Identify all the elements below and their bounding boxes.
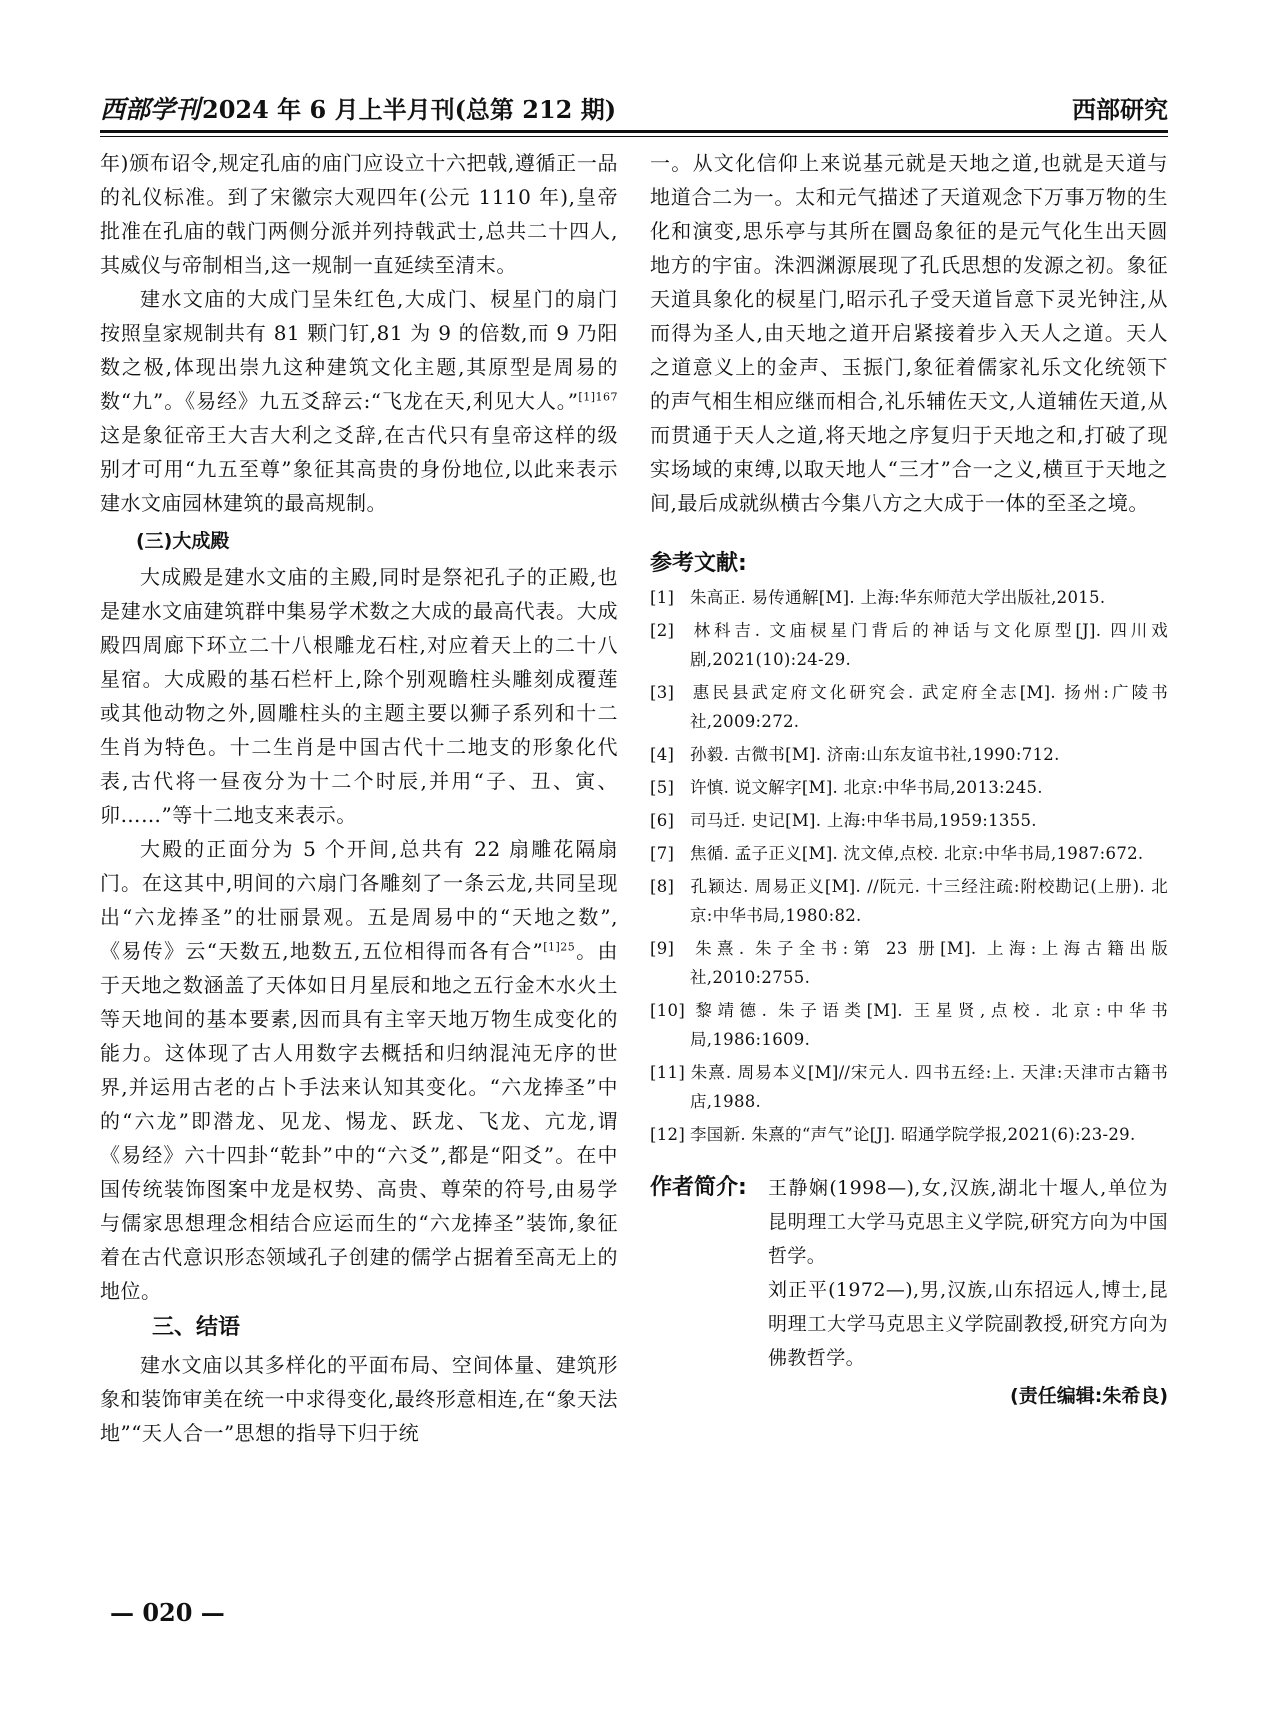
reference-number: [10] (650, 1001, 686, 1020)
reference-number: [9] (650, 939, 675, 958)
reference-text: 林科吉. 文庙棂星门背后的神话与文化原型[J]. 四川戏剧,2021(10):24-29. (690, 621, 1168, 669)
reference-item (650, 996, 1168, 1054)
paragraph-text: 这是象征帝王大吉大利之爻辞,在古代只有皇帝这样的级别才可用“九五至尊”象征其高贵的身份地位,以此来表示建水文庙园林建筑的最高规制。 (100, 423, 618, 515)
reference-text: 孔颖达. 周易正义[M]. //阮元. 十三经注疏:附校勘记(上册). 北京:中华书局,1980:82. (690, 877, 1168, 925)
reference-item (650, 872, 1168, 930)
citation-ref: [1]167 (578, 390, 618, 404)
reference-text: 司马迁. 史记[M]. 上海:中华书局,1959:1355. (690, 811, 1037, 830)
references-title: 参考文献: (650, 551, 747, 576)
author-bio (650, 1171, 1168, 1375)
reference-text: 黎靖德. 朱子语类[M]. 王星贤,点校. 北京:中华书局,1986:1609. (690, 1001, 1168, 1049)
author-bio-entry: 王静娴(1998—),女,汉族,湖北十堰人,单位为昆明理工大学马克思主义学院,研究方向为中国哲学。 (768, 1177, 1168, 1267)
reference-text: 孙毅. 古微书[M]. 济南:山东友谊书社,1990:712. (690, 745, 1060, 764)
reference-item (650, 678, 1168, 736)
reference-text: 朱熹. 周易本义[M]//宋元人. 四书五经:上. 天津:天津市古籍书店,1988. (690, 1063, 1168, 1111)
author-bio-entry: 刘正平(1972—),男,汉族,山东招远人,博士,昆明理工大学马克思主义学院副教授,研究方向为佛教哲学。 (768, 1279, 1168, 1369)
issue-label: 2024 年 6 月上半月刊(总第 212 期) (202, 95, 617, 124)
section-label: 西部研究 (1072, 96, 1168, 124)
citation-ref: [1]25 (543, 940, 576, 954)
reference-number: [1] (650, 588, 675, 607)
reference-number: [5] (650, 778, 675, 797)
reference-number: [4] (650, 745, 675, 764)
reference-number: [7] (650, 844, 675, 863)
paragraph (100, 832, 618, 1308)
responsible-editor: (责任编辑:朱希良) (1010, 1385, 1168, 1407)
author-bio-text (768, 1171, 1168, 1375)
reference-text: 焦循. 孟子正义[M]. 沈文倬,点校. 北京:中华书局,1987:672. (690, 844, 1144, 863)
paragraph-text: 。由于天地之数涵盖了天体如日月星辰和地之五行金木水火土等天地间的基本要素,因而具有主宰天地万物生成变化的能力。这体现了古人用数字去概括和归纳混沌无序的世界,并运用古老的占卜手法来认知其变化。“六龙捧圣”中的“六龙”即潜龙、见龙、惕龙、跃龙、飞龙、亢龙,谓《易经》六十四卦“乾卦”中的“六爻”,都是“阳爻”。在中国传统装饰图案中龙是权势、高贵、尊荣的符号,由易学与儒家思想理念相结合应运而生的“六龙捧圣”装饰,象征着在古代意识形态领域孔子创建的儒学占据着至高无上的地位。 (100, 939, 618, 1303)
paragraph: 建水文庙以其多样化的平面布局、空间体量、建筑形象和装饰审美在统一中求得变化,最终形意相连,在“象天法地”“天人合一”思想的指导下归于统 (100, 1353, 618, 1445)
reference-text: 朱熹. 朱子全书:第 23 册[M]. 上海:上海古籍出版社,2010:2755. (690, 939, 1168, 987)
reference-item (650, 616, 1168, 674)
right-column (650, 146, 1168, 1408)
section-heading: 三、结语 (152, 1315, 241, 1340)
reference-item (650, 740, 1168, 769)
reference-item (650, 1058, 1168, 1116)
left-column (100, 146, 618, 1450)
reference-item (650, 934, 1168, 992)
reference-number: [12] (650, 1125, 686, 1144)
journal-logo: 西部学刊 (100, 95, 201, 124)
reference-item (650, 583, 1168, 612)
reference-item (650, 839, 1168, 868)
page-header (100, 86, 1168, 133)
reference-text: 许慎. 说文解字[M]. 北京:中华书局,2013:245. (690, 778, 1043, 797)
reference-item (650, 806, 1168, 835)
paragraph-text: 建水文庙的大成门呈朱红色,大成门、棂星门的扇门按照皇家规制共有 81 颗门钉,81 为 9 的倍数,而 9 乃阳数之极,体现出崇九这种建筑文化主题,其原型是周易的数“九”。《易经》九五爻辞云:“飞龙在天,利见大人。” (100, 287, 618, 413)
reference-list (650, 583, 1168, 1149)
header-divider (100, 136, 1168, 137)
reference-number: [11] (650, 1063, 686, 1082)
paragraph: 年)颁布诏令,规定孔庙的庙门应设立十六把戟,遵循正一品的礼仪标准。到了宋徽宗大观四年(公元 1110 年),皇帝批准在孔庙的戟门两侧分派并列持戟武士,总共二十四人,其威仪与帝制相当,这一规制一直延续至清末。 (100, 151, 618, 277)
reference-number: [6] (650, 811, 675, 830)
reference-text: 朱高正. 易传通解[M]. 上海:华东师范大学出版社,2015. (690, 588, 1106, 607)
subsection-heading: (三)大成殿 (136, 530, 230, 552)
reference-number: [8] (650, 877, 675, 896)
reference-item (650, 1120, 1168, 1149)
paragraph: 一。从文化信仰上来说基元就是天地之道,也就是天道与地道合二为一。太和元气描述了天道观念下万事万物的生化和演变,思乐亭与其所在圜岛象征的是元气化生出天圆地方的宇宙。洙泗渊源展现了孔氏思想的发源之初。象征天道具象化的棂星门,昭示孔子受天道旨意下灵光钟注,从而得为圣人,由天地之道开启紧接着步入天人之道。天人之道意义上的金声、玉振门,象征着儒家礼乐文化统领下的声气相生相应继而相合,礼乐辅佐天文,人道辅佐天道,从而贯通于天人之道,将天地之序复归于天地之和,打破了现实场域的束缚,以取天地人“三才”合一之义,横亘于天地之间,最后成就纵横古今集八方之大成于一体的至圣之境。 (650, 151, 1168, 515)
reference-text: 惠民县武定府文化研究会. 武定府全志[M]. 扬州:广陵书社,2009:272. (690, 683, 1168, 731)
journal-issue (100, 90, 616, 126)
reference-item (650, 773, 1168, 802)
author-bio-label: 作者简介: (650, 1175, 747, 1200)
reference-number: [3] (650, 683, 675, 702)
paragraph-text: 大殿的正面分为 5 个开间,总共有 22 扇雕花隔扇门。在这其中,明间的六扇门各雕刻了一条云龙,共同呈现出“六龙捧圣”的壮丽景观。五是周易中的“天地之数”,《易传》云“天数五,地数五,五位相得而各有合” (100, 837, 618, 963)
reference-number: [2] (650, 621, 675, 640)
page-number: — 020 — (110, 1598, 225, 1627)
paragraph: 大成殿是建水文庙的主殿,同时是祭祀孔子的正殿,也是建水文庙建筑群中集易学术数之大成的最高代表。大成殿四周廊下环立二十八根雕龙石柱,对应着天上的二十八星宿。大成殿的基石栏杆上,除个别观瞻柱头雕刻成覆莲或其他动物之外,圆雕柱头的主题主要以狮子系列和十二生肖为特色。十二生肖是中国古代十二地支的形象化代表,古代将一昼夜分为十二个时辰,并用“子、丑、寅、卯……”等十二地支来表示。 (100, 565, 618, 827)
reference-text: 李国新. 朱熹的“声气”论[J]. 昭通学院学报,2021(6):23-29. (690, 1125, 1136, 1144)
paragraph (100, 282, 618, 520)
